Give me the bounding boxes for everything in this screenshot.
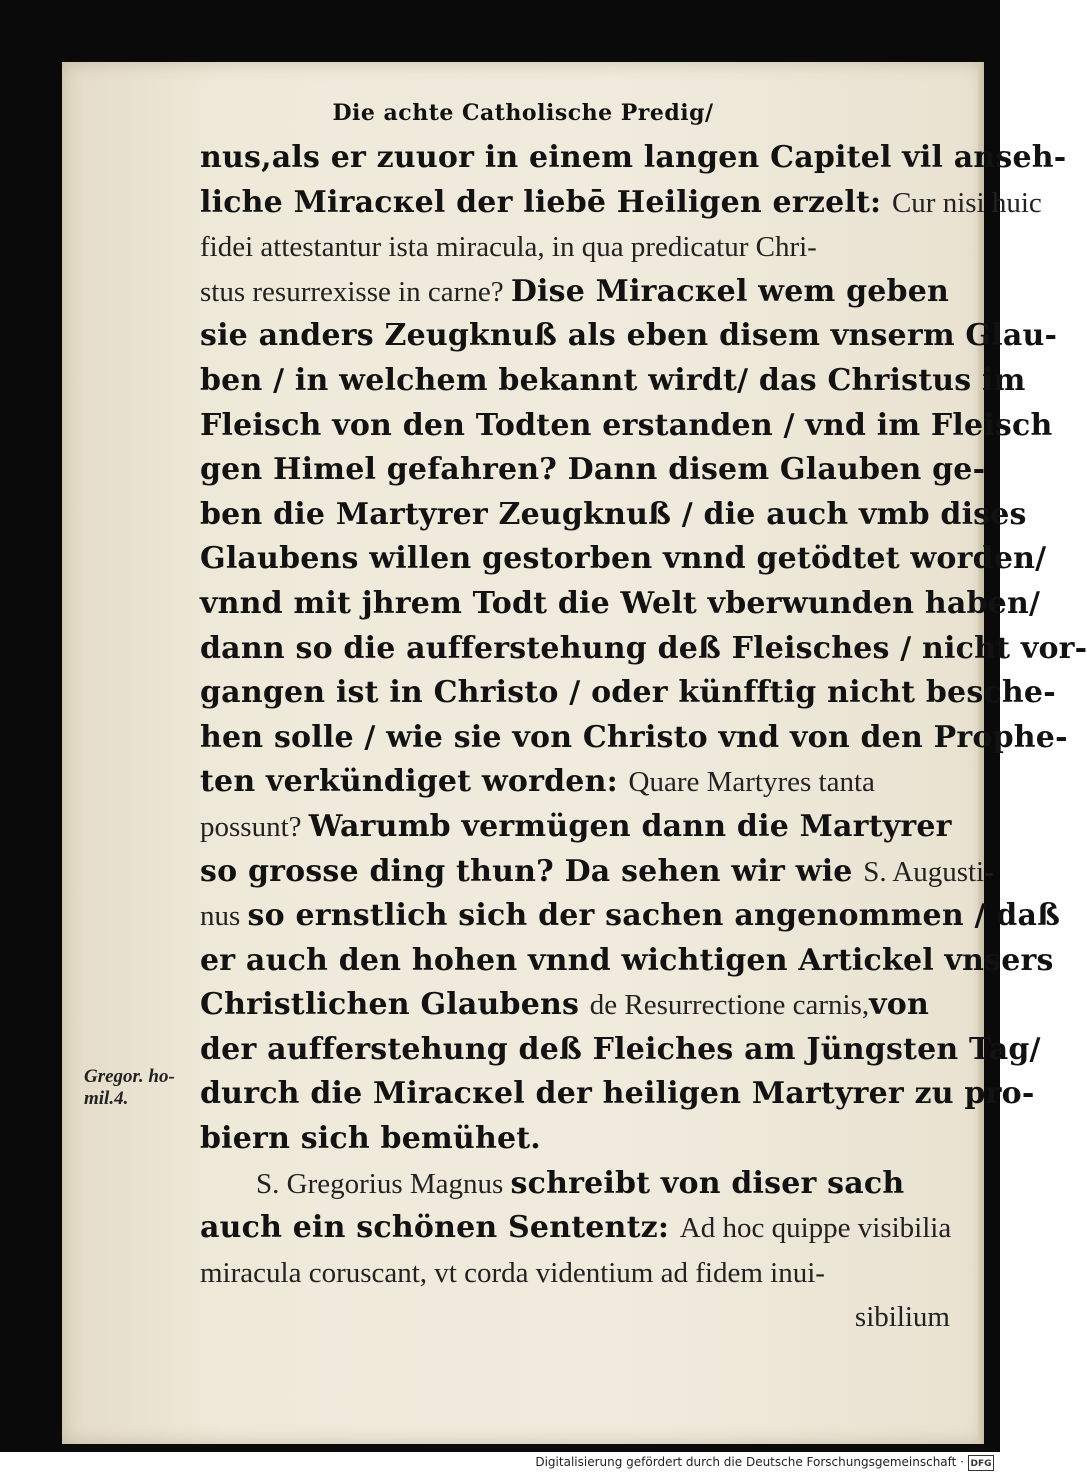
- text-line: [200, 939, 1054, 984]
- fraktur-span: Warumb vermügen dann die Martyrer: [308, 808, 952, 844]
- text-line: [200, 225, 960, 270]
- antiqua-span: miracula coruscant, vt corda videntium ad fidem inui-: [200, 1256, 825, 1289]
- footer-bar: [0, 1452, 1000, 1476]
- fraktur-span: schreibt von diser sach: [510, 1165, 905, 1201]
- fraktur-span: er auch den hohen vnnd wichtigen Artickel vnsers: [200, 942, 1054, 978]
- fraktur-span: von: [869, 987, 930, 1023]
- text-line: [200, 181, 1042, 226]
- antiqua-span: S. Gregorius Magnus: [256, 1167, 511, 1200]
- fraktur-span: ben die Martyrer Zeugknuß / die auch vmb dises: [200, 496, 1027, 532]
- fraktur-span: Dise Miracкel wem geben: [510, 273, 950, 309]
- dfg-logo-icon: DFG: [968, 1455, 994, 1471]
- text-line: [200, 850, 994, 895]
- text-line: [200, 805, 960, 850]
- text-line: [200, 537, 1047, 582]
- text-line: [200, 1206, 960, 1251]
- fraktur-span: sie anders Zeugknuß als eben disem vnserm Glau-: [200, 318, 1058, 354]
- marginal-note-line: Gregor. ho-: [84, 1066, 175, 1087]
- text-line: [200, 314, 1058, 359]
- text-line: [200, 1028, 1041, 1073]
- text-line: [200, 671, 1056, 716]
- antiqua-span: Cur nisi huic: [891, 186, 1042, 219]
- fraktur-span: dann so die aufferstehung deß Fleisches / nicht vor-: [200, 630, 1087, 666]
- text-line: [200, 760, 960, 805]
- fraktur-span: Fleisch von den Todten erstanden / vnd im Fleisch: [200, 407, 1053, 443]
- text-line: [200, 359, 1026, 404]
- fraktur-span: so ernstlich sich der sachen angenommen / daß: [247, 898, 1061, 934]
- running-title: Die achte Catholische Predig/: [332, 100, 714, 126]
- fraktur-span: liche Miracкel der liebē Heiligen erzelt:: [200, 184, 892, 220]
- text-line: [200, 716, 1068, 761]
- fraktur-span: gangen ist in Christo / oder künfftig nicht besche-: [200, 675, 1056, 711]
- marginal-note: [84, 1066, 194, 1110]
- antiqua-span: possunt?: [200, 810, 309, 843]
- text-line: [200, 1072, 1035, 1117]
- fraktur-span: nus,als er zuuor in einem langen Capitel vil anseh-: [200, 140, 1067, 175]
- antiqua-span: Quare Martyres tanta: [628, 766, 875, 799]
- marginal-note-line: mil.4.: [84, 1088, 129, 1109]
- text-line: [200, 270, 960, 315]
- fraktur-span: ben / in welchem bekannt wirdt/ das Christus im: [200, 362, 1026, 398]
- text-line: [200, 983, 960, 1028]
- fraktur-span: durch die Miracкel der heiligen Martyrer zu pro-: [200, 1076, 1035, 1112]
- text-line: [200, 136, 1067, 181]
- antiqua-span: nus: [200, 900, 248, 933]
- fraktur-span: ten verkündiget worden:: [200, 764, 629, 800]
- fraktur-span: gen Himel gefahren? Dann disem Glauben ge-: [200, 452, 986, 488]
- antiqua-span: S. Augusti-: [863, 855, 994, 888]
- antiqua-span: de Resurrectione carnis,: [589, 989, 870, 1022]
- catchword: sibilium: [854, 1301, 950, 1334]
- text-line: [200, 582, 1041, 627]
- main-text: [200, 136, 1087, 1340]
- text-line: [200, 404, 1053, 449]
- text-line: [200, 894, 1061, 939]
- text-line: [200, 627, 1087, 672]
- fraktur-span: so grosse ding thun? Da sehen wir wie: [200, 853, 864, 889]
- catchword-line: [200, 1295, 960, 1340]
- fraktur-span: Glaubens willen gestorben vnnd getödtet worden/: [200, 541, 1047, 577]
- antiqua-span: Ad hoc quippe visibilia: [679, 1212, 952, 1245]
- text-line: [200, 448, 986, 493]
- text-line: [200, 1162, 960, 1207]
- book-page: [62, 62, 1087, 1444]
- fraktur-span: vnnd mit jhrem Todt die Welt vberwunden haben/: [200, 585, 1041, 621]
- fraktur-span: Christlichen Glaubens: [200, 987, 590, 1023]
- antiqua-span: fidei attestantur ista miracula, in qua predicatur Chri-: [200, 231, 817, 264]
- text-line: [200, 1117, 960, 1162]
- funding-credit: Digitalisierung gefördert durch die Deutsche Forschungsgemeinschaft ·: [535, 1455, 964, 1469]
- text-line: [200, 1251, 960, 1296]
- fraktur-span: der aufferstehung deß Fleiches am Jüngsten Tag/: [200, 1031, 1041, 1067]
- antiqua-span: stus resurrexisse in carne?: [200, 275, 511, 308]
- text-line: [200, 493, 1027, 538]
- fraktur-span: hen solle / wie sie von Christo vnd von den Prophe-: [200, 719, 1068, 755]
- fraktur-span: auch ein schönen Sententz:: [200, 1210, 680, 1246]
- fraktur-span: biern sich bemühet.: [200, 1121, 541, 1157]
